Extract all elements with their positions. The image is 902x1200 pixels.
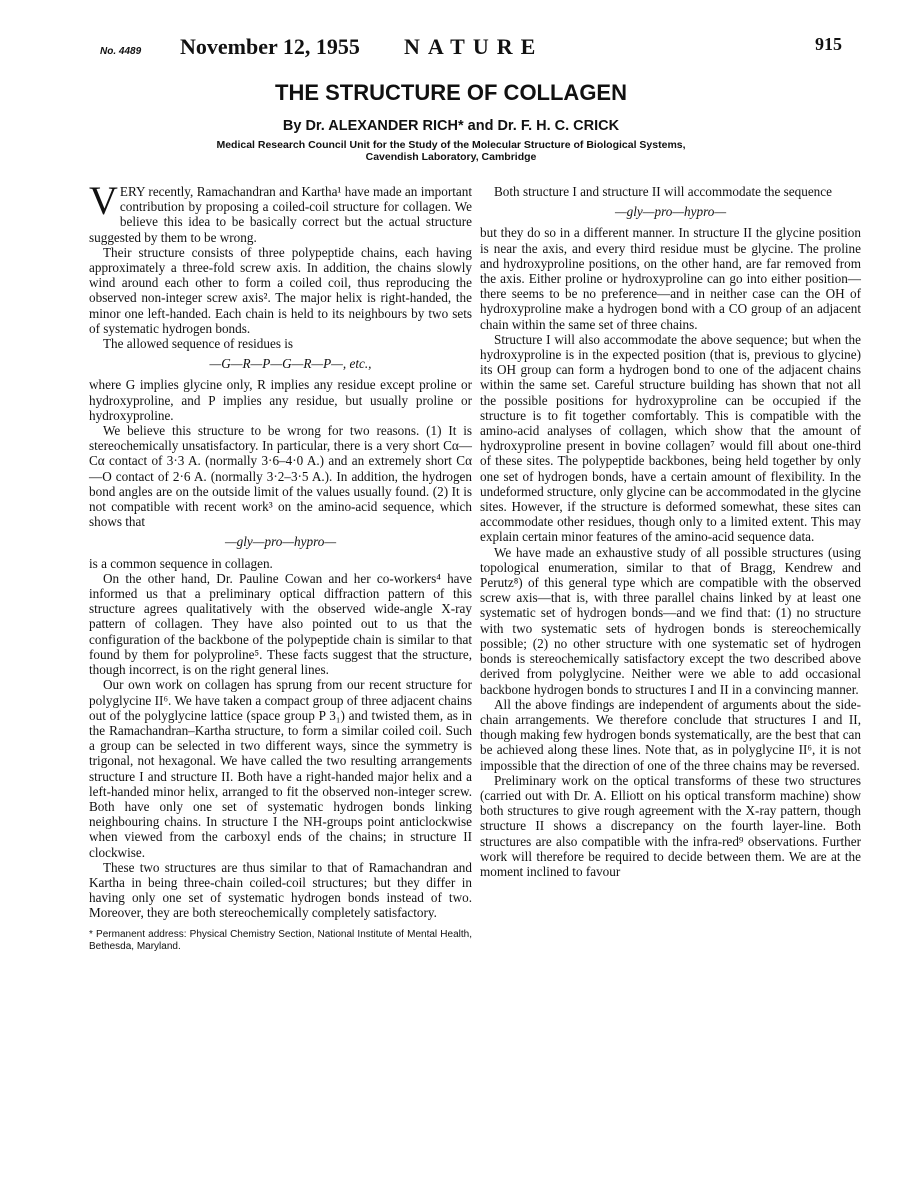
paragraph: The allowed sequence of residues is <box>103 336 294 352</box>
paragraph: Preliminary work on the optical transforms of these two structures (carried out with Dr. A. Elliott on his optical transform machine) show both structures to give rough agreement with the X-ray pattern, though structure II shows a discrepancy on the fourth layer-line. Both structures are also compatible with the infra-red⁹ observations. Further work will therefore be required to decide between them. We are at the moment inclined to favour <box>480 772 861 879</box>
drop-cap: V <box>89 178 118 223</box>
paragraph <box>89 178 472 245</box>
article-affiliation <box>0 139 902 163</box>
paragraph: All the above findings are independent of arguments about the side-chain arrangements. We therefore conclude that structures I and II, though making few hydrogen bonds systematically, are the best that can be achieved along these lines. Note that, as in polyglycine II⁶, it is not impossible that the direction of one of the three chains may be reversed. <box>480 696 861 773</box>
paragraph: Structure I will also accommodate the above sequence; but when the hydroxyproline is in the expected position (that is, previous to glycine) its OH group can form a hydrogen bond to one of the adjacent chains within the same set. Careful structure building has shown that not all the possible positions for hydroxyproline can be occupied if the structure is to fit together comfortably. This is compatible with the amino-acid analyses of collagen, which show that the amount of hydroxyproline present in bovine collagen⁷ would fill about one-third of these sites. The polypeptide backbones, being held together by only one set of hydrogen bonds, have a certain amount of flexibility. In the undeformed structure, only glycine can be accommodated in the glycine sites. However, if the structure is deformed somewhat, these sites can accommodate other residues, though only to a limited extent. This may explain certain minor features of the amino-acid sequence data. <box>480 331 861 545</box>
issue-number: No. 4489 <box>100 46 142 57</box>
sequence-formula: —gly—pro—hypro— <box>614 204 727 220</box>
paragraph: where G implies glycine only, R implies any residue except proline or hydroxyproline, and P implies any residue, but usually proline or hydroxyproline. <box>89 377 472 423</box>
article-authors: By Dr. ALEXANDER RICH* and Dr. F. H. C. CRICK <box>282 118 620 134</box>
lead-word: ERY <box>119 184 146 199</box>
paragraph: Our own work on collagen has sprung from our recent structure for polyglycine II⁶. We have taken a compact group of three adjacent chains out of the polyglycine lattice (space group P 3₁) and twisted them, as in the Ramachandran–Kartha structure, to form a similar coiled coil. Such a group can be selected in two different ways, since the symmetry is trigonal, not hexagonal. We have called the two resulting arrangements structure I and structure II. Both have a right-handed major helix and a left-handed minor helix, arranged to fit the observed non-integer screw. Both have only one set of systematic hydrogen bonds linking neighbouring chains. In structure I the NH-groups point anticlockwise when viewed from the carboxyl ends of the chains; in structure II clockwise. <box>89 677 472 860</box>
sequence-formula: —G—R—P—G—R—P—, etc., <box>209 356 372 372</box>
paragraph: Both structure I and structure II will accommodate the sequence <box>494 184 832 199</box>
paragraph: Their structure consists of three polypeptide chains, each having approximately a three-fold screw axis. In addition, the chains slowly wind around each other to form a coiled coil, thus reproducing the observed non-integer screw axis². The major helix is right-handed, the minor one left-handed. Each chain is held to its neighbours by two sets of systematic hydrogen bonds. <box>89 244 472 336</box>
footnote: * Permanent address: Physical Chemistry Section, National Institute of Mental Health, Bethesda, Maryland. <box>89 928 472 952</box>
paragraph: We have made an exhaustive study of all possible structures (using topological enumeration, similar to that of Bragg, Kendrew and Perutz⁸) of this general type which are compatible with the observed screw axis—that is, with three parallel chains linked by at least one systematic set of hydrogen bonds—and we find that: (1) no structure with two systematic sets of hydrogen bonds is stereochemically possible; (2) no other structure with one systematic set of hydrogen bonds is stereochemically satisfactory except the two described above derived from polyglycine. Neither were we able to add occasional backbone hydrogen bonds to structures I and II in a convincing manner. <box>480 544 861 697</box>
paragraph-text: recently, Ramachandran and Kartha¹ have made an important contribution by proposing a coiled-coil structure for collagen. We believe this idea to be basically correct but the actual structure suggested by them to be wrong. <box>89 184 472 245</box>
page-number: 915 <box>815 34 842 54</box>
left-column <box>89 178 472 953</box>
issue-date: November 12, 1955 <box>180 34 360 59</box>
paragraph: On the other hand, Dr. Pauline Cowan and her co-workers⁴ have informed us that a preliminary optical diffraction pattern of this structure agrees qualitatively with the observed wide-angle X-ray pattern of collagen. They have also pointed out to us that the configuration of the backbone of the polypeptide chain is similar to that found by them for polyproline⁵. These facts suggest that the structure, though incorrect, is on the right general lines. <box>89 570 472 678</box>
affiliation-line-1: Medical Research Council Unit for the Study of the Molecular Structure of Biological Systems, <box>216 139 686 151</box>
article-title: THE STRUCTURE OF COLLAGEN <box>275 80 627 105</box>
paragraph: These two structures are thus similar to that of Ramachandran and Kartha in being three-chain coiled-coil structures; but they differ in having only one set of systematic hydrogen bonds instead of two. Moreover, they are both stereochemically completely satisfactory. <box>89 859 472 921</box>
masthead <box>100 34 842 64</box>
sequence-formula: —gly—pro—hypro— <box>224 534 337 550</box>
paragraph: but they do so in a different manner. In structure II the glycine position is near the axis, and every third residue must be glycine. The proline and hydroxyproline positions, on the other hand, are far removed from the axis. Either proline or hydroxyproline can go into either position—there seems to be no preference—and in neither case can the OH of hydroxyproline make a hydrogen bond with a CO group of an adjacent chain within the same set of three chains. <box>480 225 861 332</box>
paragraph: We believe this structure to be wrong for two reasons. (1) It is stereochemically unsatisfactory. In particular, there is a very short Cα—Cα contact of 3·3 A. (normally 3·6–4·0 A.) and an extremely short Cα—O contact of 2·6 A. (normally 3·2–3·5 A.). In addition, the hydrogen bond angles are on the outside limit of the values usually found. (2) It is not compatible with recent work³ on the amino-acid sequence, which shows that <box>89 423 472 530</box>
affiliation-line-2: Cavendish Laboratory, Cambridge <box>365 151 537 163</box>
journal-name: NATURE <box>404 34 544 59</box>
paragraph: is a common sequence in collagen. <box>89 555 273 571</box>
right-column <box>480 184 861 879</box>
